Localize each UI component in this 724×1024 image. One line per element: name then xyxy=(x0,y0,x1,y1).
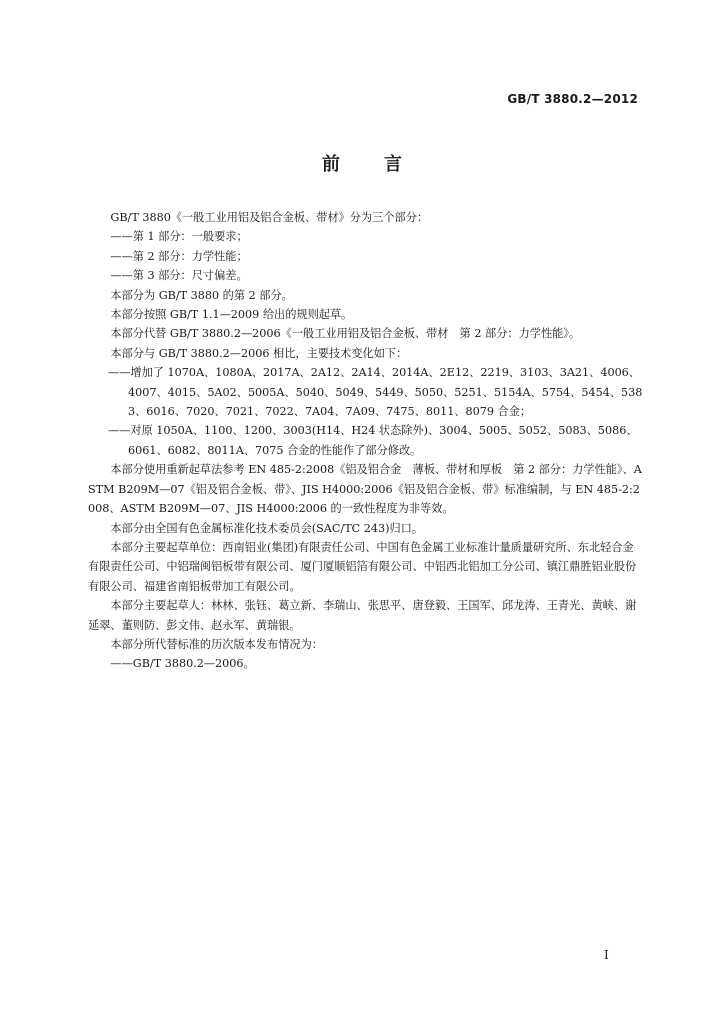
page-number: I xyxy=(604,948,609,962)
list-item-history-version: ——GB/T 3880.2—2006。 xyxy=(110,657,255,671)
paragraph-intro: GB/T 3880《一般工业用铝及铝合金板、带材》分为三个部分： xyxy=(110,211,429,224)
list-item-modified-alloys: ——对原 1050A、1100、1200、3003(H14、H24 状态除外)、3004、5005、5052、5083、5086、6061、6082、8011A、7075 合金的性能作了部分修改。 xyxy=(108,424,638,457)
list-item-part1: ——第 1 部分：一般要求； xyxy=(110,230,248,244)
foreword-body xyxy=(88,208,644,674)
list-item-part2: ——第 2 部分：力学性能； xyxy=(110,249,248,263)
paragraph-references: 本部分使用重新起草法参考 EN 485-2:2008《铝及铝合金 薄板、带材和厚板 第 2 部分：力学性能》、ASTM B209M—07《铝及铝合金板、带》、JIS H4000:2006《铝及铝合金板、带》标准编制，与 EN 485-2:2008、ASTM B209M—07、JIS H4000:2006 的一致性程度为非等效。 xyxy=(88,463,642,516)
list-item-part3: ——第 3 部分：尺寸偏差。 xyxy=(110,269,248,283)
paragraph-committee: 本部分由全国有色金属标准化技术委员会(SAC/TC 243)归口。 xyxy=(110,521,424,535)
list-item-added-alloys: ——增加了 1070A、1080A、2017A、2A12、2A14、2014A、2E12、2219、3103、3A21、4006、4007、4015、5A02、5005A、5040、5049、5449、5050、5251、5154A、5754、5454、5383、6016、7020、7021、7022、7A04、7A09、7475、8011、8079 合金； xyxy=(108,366,643,419)
paragraph-drafting-units: 本部分主要起草单位：西南铝业(集团)有限责任公司、中国有色金属工业标准计量质量研究所、东北轻合金有限责任公司、中铝瑞闽铝板带有限公司、厦门厦顺铝箔有限公司、中铝西北铝加工分公司、镇江鼎胜铝业股份有限公司、福建省南铝板带加工有限公司。 xyxy=(88,540,637,593)
standard-number: GB/T 3880.2—2012 xyxy=(507,92,638,106)
paragraph-replaces: 本部分代替 GB/T 3880.2—2006《一般工业用铝及铝合金板、带材 第 2 部分：力学性能》。 xyxy=(110,327,581,341)
paragraph-this-part: 本部分为 GB/T 3880 的第 2 部分。 xyxy=(110,288,293,302)
page-title: 前言 xyxy=(322,154,446,175)
paragraph-history: 本部分所代替标准的历次版本发布情况为： xyxy=(110,637,323,651)
paragraph-changes-intro: 本部分与 GB/T 3880.2—2006 相比，主要技术变化如下： xyxy=(110,346,408,360)
paragraph-drafting-rules: 本部分按照 GB/T 1.1—2009 给出的规则起草。 xyxy=(110,308,353,322)
paragraph-drafters: 本部分主要起草人：林林、张钰、葛立新、李瑞山、张思平、唐登毅、王国军、邱龙涛、王青光、黄峡、谢延翠、董则防、彭文伟、赵永军、黄瑞银。 xyxy=(88,599,637,632)
